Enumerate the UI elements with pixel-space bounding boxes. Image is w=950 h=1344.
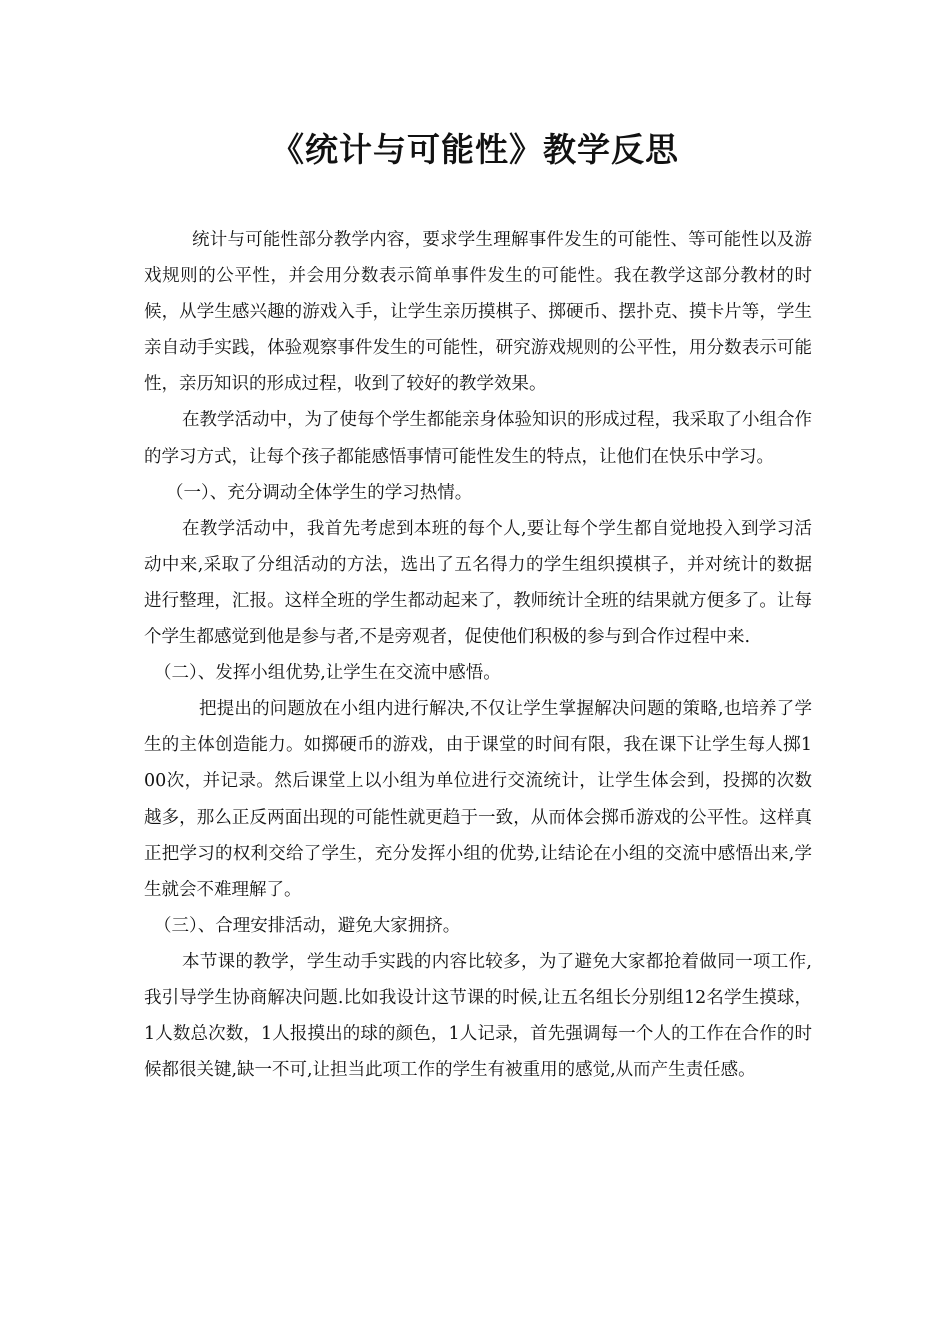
paragraph-section-3: 本节课的教学，学生动手实践的内容比较多，为了避免大家都抢着做同一项工作,我引导学生协商解决问题.比如我设计这节课的时候,让五名组长分别组12名学生摸球，1人数总次数，1人报摸出的球的颜色，1人记录，首先强调每一个人的工作在合作的时候都很关键,缺一不可,让担当此项工作的学生有被重用的感觉,从而产生责任感。 [144,951,812,1081]
paragraph-section-1: 在教学活动中，我首先考虑到本班的每个人,要让每个学生都自觉地投入到学习活动中来,采取了分组活动的方法，选出了五名得力的学生组织摸棋子，并对统计的数据进行整理，汇报。这样全班的学生都动起来了，教师统计全班的结果就方便多了。让每个学生都感觉到他是参与者,不是旁观者，促使他们积极的参与到合作过程中来. [144,518,812,648]
section-heading-3: （三）、合理安排活动，避免大家拥挤。 [154,915,461,936]
document-title: 《统计与可能性》教学反思 [271,130,679,169]
section-heading-1: （一）、充分调动全体学生的学习热情。 [166,482,473,503]
paragraph-group-learning: 在教学活动中，为了使每个学生都能亲身体验知识的形成过程，我采取了小组合作的学习方式，让每个孩子都能感悟事情可能性发生的特点，让他们在快乐中学习。 [144,410,812,467]
document-body [144,222,812,1088]
section-heading-2: （二）、发挥小组优势,让学生在交流中感悟。 [154,663,501,684]
paragraph-intro: 统计与可能性部分教学内容，要求学生理解事件发生的可能性、等可能性以及游戏规则的公平性，并会用分数表示简单事件发生的可能性。我在教学这部分教材的时候，从学生感兴趣的游戏入手，让学生亲历摸棋子、掷硬币、摆扑克、摸卡片等，学生亲自动手实践，体验观察事件发生的可能性，研究游戏规则的公平性，用分数表示可能性，亲历知识的形成过程，收到了较好的教学效果。 [144,230,812,395]
paragraph-section-2: 把提出的问题放在小组内进行解决,不仅让学生掌握解决问题的策略,也培养了学生的主体创造能力。如掷硬币的游戏，由于课堂的时间有限，我在课下让学生每人掷100次，并记录。然后课堂上以小组为单位进行交流统计，让学生体会到，投掷的次数越多，那么正反两面出现的可能性就更趋于一致，从而体会掷币游戏的公平性。这样真正把学习的权利交给了学生，充分发挥小组的优势,让结论在小组的交流中感悟出来,学生就会不难理解了。 [144,699,812,900]
